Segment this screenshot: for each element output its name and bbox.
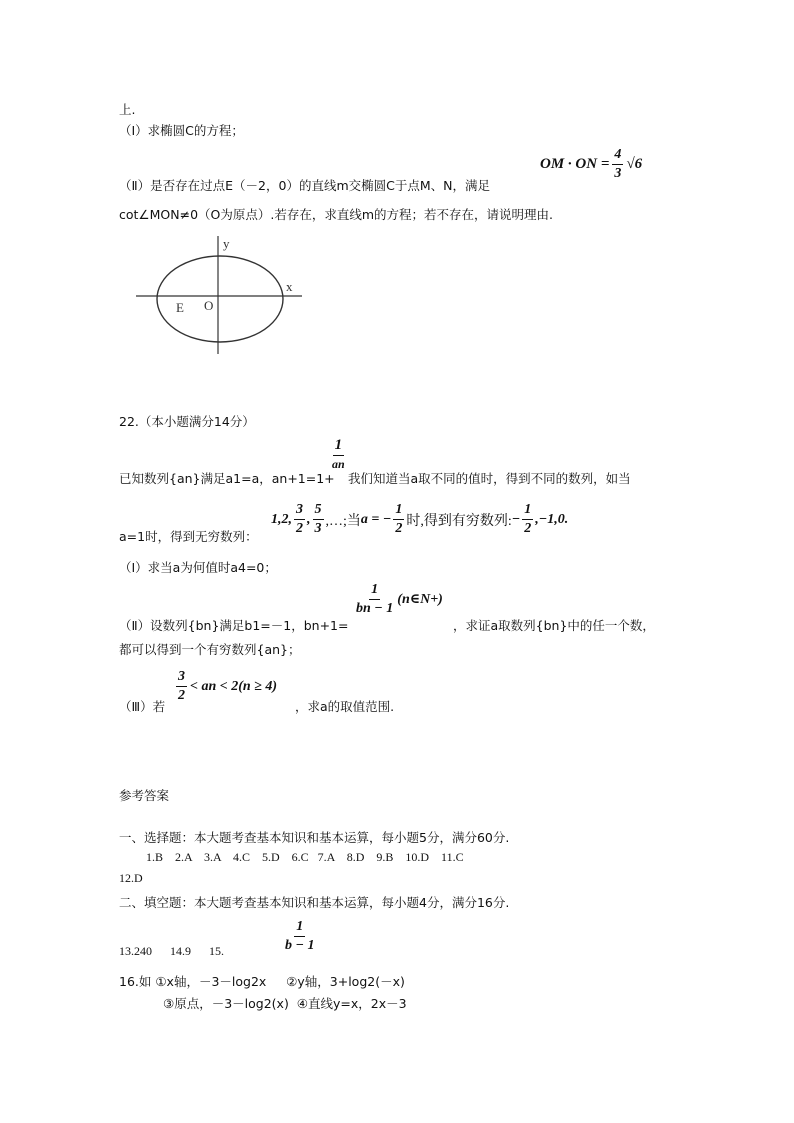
a15-fraction [283, 920, 316, 953]
question-part-2-line2: cot∠MON≠0（O为原点）.若存在，求直线m的方程；若不存在，请说明理由. [119, 207, 553, 222]
q22-intro-left: 已知数列{an}满足a1=a，an+1=1+ [119, 471, 335, 486]
y-label: y [223, 236, 230, 251]
fraction-numerator: 4 [612, 148, 623, 165]
answers-fill-list: 13.240 14.9 15. [119, 944, 224, 958]
q22-part-3-left: （Ⅲ）若 [119, 699, 166, 714]
q22-part-3-right: ，求a的取值范围. [295, 699, 395, 714]
seq-frac-2-num: 5 [313, 503, 324, 520]
seq-frac-1-num: 3 [294, 503, 305, 520]
fraction-denominator: 3 [614, 166, 622, 181]
seq-frac-2 [313, 503, 324, 536]
p3-fraction-num: 3 [176, 670, 187, 687]
q22-intro-fraction [330, 438, 347, 470]
q22-part-2-right: ，求证a取数列{bn}中的任一个数， [453, 618, 655, 633]
answers-choice-list-2: 12.D [119, 871, 143, 885]
seq-frac-3 [393, 503, 404, 536]
answer-15-fraction [283, 920, 316, 953]
seq-start: 1,2, [271, 511, 292, 527]
p2-fraction-num: 1 [369, 583, 380, 600]
x-label: x [286, 279, 293, 294]
p2-condition: (n∈N+) [397, 592, 443, 607]
seq-frac-4 [522, 503, 533, 536]
a15-fraction-den: b − 1 [285, 938, 315, 953]
q22-line2-left: a=1时，得到无穷数列： [119, 529, 258, 544]
q22-part-2-formula [354, 583, 443, 616]
answers-section-1: 一、选择题：本大题考查基本知识和基本运算，每小题5分，满分60分. [119, 830, 510, 845]
q22-sequence: 1,2, $\frac{3}{2}$ , $\frac{5}{3}$ ,…;当 a = − $\frac{1}{2}$ 时,得到有穷数列: − $\frac{1}{2}$ ,−1,0. [271, 502, 569, 536]
p2-fraction [354, 583, 395, 616]
seq-frac-1-den: 2 [296, 521, 303, 536]
seq-frac-3-num: 1 [393, 503, 404, 520]
question-part-2: （Ⅱ）是否存在过点E（－2，0）的直线m交椭圆C于点M、N，满足 [119, 178, 490, 193]
intro-fraction-den: an [332, 457, 345, 471]
formula-root: √6 [626, 156, 643, 172]
answer-16-line2: ③原点，－3－log2(x) ④直线y=x，2x－3 [163, 996, 407, 1011]
answers-section-2: 二、填空题：本大题考查基本知识和基本运算，每小题4分，满分16分. [119, 895, 510, 910]
p2-fraction-den: bn − 1 [356, 601, 394, 616]
q22-header: 22.（本小题满分14分） [119, 414, 255, 429]
p3-fraction [176, 670, 187, 703]
seq-frac-4-num: 1 [522, 503, 533, 520]
point-e-label: E [176, 300, 184, 315]
origin-label: O [204, 298, 214, 313]
p3-inequality: < an < 2(n ≥ 4) [190, 678, 278, 694]
seq-frac-3-den: 2 [395, 521, 403, 536]
q22-part-2-line2: 都可以得到一个有穷数列{an}； [119, 642, 301, 657]
seq-frac-4-den: 2 [524, 521, 532, 536]
q22-intro-right: 我们知道当a取不同的值时，得到不同的数列，如当 [348, 471, 631, 486]
intro-fraction-num: 1 [333, 438, 345, 456]
p3-fraction-den: 2 [178, 688, 185, 703]
q22-part-3-formula [176, 670, 277, 703]
q22-part-1: （Ⅰ）求当a为何值时a4=0； [119, 560, 277, 575]
a15-fraction-num: 1 [294, 920, 305, 937]
q22-part-2-left: （Ⅱ）设数列{bn}满足b1=－1，bn+1= [119, 618, 349, 633]
formula-left: OM · ON = [540, 156, 610, 172]
answer-16-line1: 16.如 ①x轴，－3－log2x ②y轴，3+log2(－x) [119, 974, 405, 989]
seq-mid: ,…;当 [325, 513, 361, 529]
seq-tail: ,−1,0. [535, 511, 569, 527]
vector-dot-formula [540, 148, 642, 181]
ellipse-curve [157, 256, 283, 342]
seq-frac-1 [294, 503, 305, 536]
answers-choice-list: 1.B 2.A 3.A 4.C 5.D 6.C 7.A 8.D 9.B 10.D 11.C [146, 850, 464, 864]
answers-title: 参考答案 [119, 788, 170, 803]
intro-fraction [330, 438, 347, 470]
text-line-continuation: 上. [119, 102, 136, 117]
ellipse-figure [136, 234, 306, 356]
seq-a-eq: a = − [360, 511, 392, 527]
question-part-1: （Ⅰ）求椭圆C的方程； [119, 123, 244, 138]
seq-text2: 时,得到有穷数列: [406, 513, 512, 529]
seq-frac-2-den: 3 [314, 521, 322, 536]
seq-neg: − [511, 511, 521, 527]
formula-fraction [612, 148, 623, 181]
